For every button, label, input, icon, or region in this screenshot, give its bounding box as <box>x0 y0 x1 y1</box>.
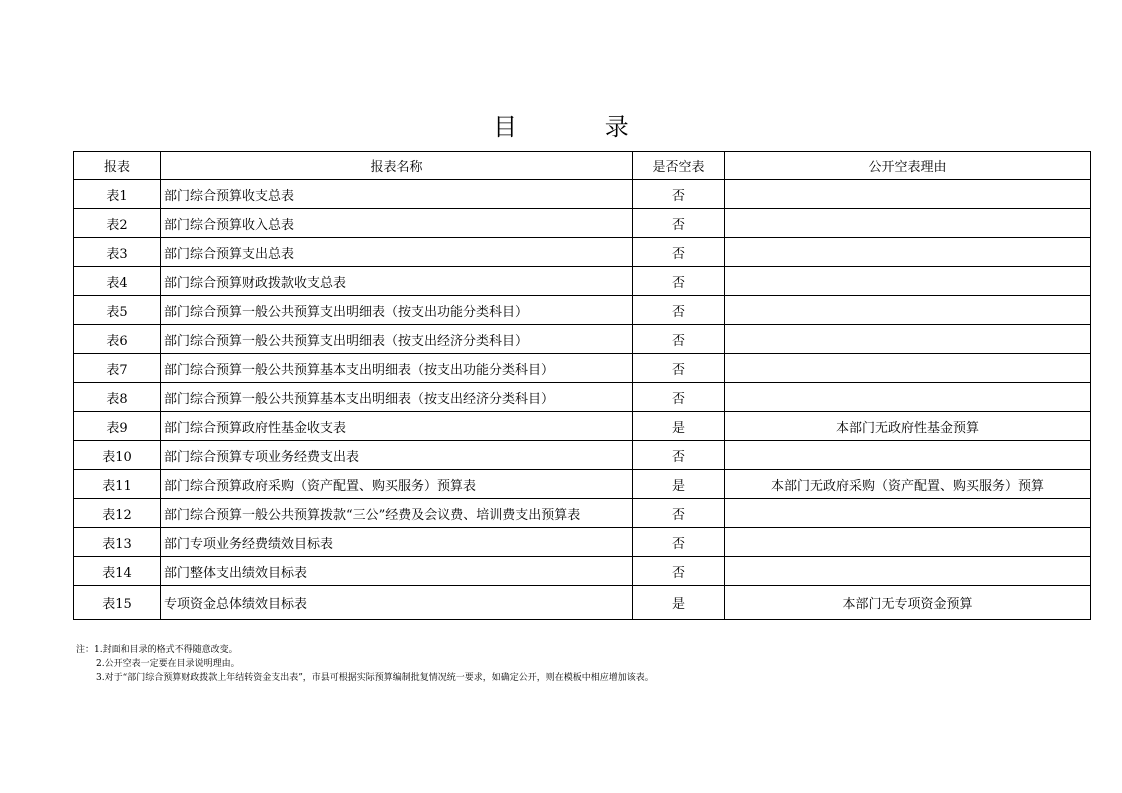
is-empty: 否 <box>633 499 725 528</box>
table-row <box>74 354 1091 383</box>
is-empty: 否 <box>633 325 725 354</box>
table-row <box>74 238 1091 267</box>
empty-reason <box>725 180 1091 209</box>
report-name: 部门综合预算专项业务经费支出表 <box>161 441 633 470</box>
header-empty-reason: 公开空表理由 <box>725 152 1091 180</box>
is-empty: 否 <box>633 557 725 586</box>
report-id: 表13 <box>74 528 161 557</box>
report-id: 表1 <box>74 180 161 209</box>
table-row <box>74 412 1091 441</box>
report-id: 表12 <box>74 499 161 528</box>
is-empty: 否 <box>633 441 725 470</box>
table-row <box>74 586 1091 620</box>
report-id: 表15 <box>74 586 161 620</box>
empty-reason <box>725 209 1091 238</box>
table-header-row <box>74 152 1091 180</box>
table-row <box>74 499 1091 528</box>
empty-reason <box>725 354 1091 383</box>
report-id: 表5 <box>74 296 161 325</box>
empty-reason <box>725 441 1091 470</box>
footnote-2: 2.公开空表一定要在目录说明理由。 <box>96 659 240 669</box>
report-id: 表8 <box>74 383 161 412</box>
report-name: 部门专项业务经费绩效目标表 <box>161 528 633 557</box>
report-name: 部门综合预算收支总表 <box>161 180 633 209</box>
table-row <box>74 325 1091 354</box>
report-name: 部门综合预算收入总表 <box>161 209 633 238</box>
report-name: 部门综合预算一般公共预算基本支出明细表（按支出功能分类科目） <box>161 354 633 383</box>
report-name: 部门综合预算一般公共预算支出明细表（按支出经济分类科目） <box>161 325 633 354</box>
footnote-1: 注：1.封面和目录的格式不得随意改变。 <box>76 645 238 655</box>
catalog-table <box>73 151 1091 620</box>
report-name: 部门综合预算一般公共预算基本支出明细表（按支出经济分类科目） <box>161 383 633 412</box>
report-name: 部门综合预算一般公共预算支出明细表（按支出功能分类科目） <box>161 296 633 325</box>
is-empty: 否 <box>633 180 725 209</box>
header-report-name: 报表名称 <box>161 152 633 180</box>
header-report-id: 报表 <box>74 152 161 180</box>
empty-reason <box>725 557 1091 586</box>
table-row <box>74 267 1091 296</box>
table-row <box>74 470 1091 499</box>
footnotes <box>76 643 654 685</box>
report-name: 部门综合预算财政拨款收支总表 <box>161 267 633 296</box>
is-empty: 是 <box>633 470 725 499</box>
page-title: 目 录 <box>493 113 669 141</box>
footnote-3: 3.对于“部门综合预算财政拨款上年结转资金支出表”，市县可根据实际预算编制批复情况统一要求，如确定公开，则在模板中相应增加该表。 <box>96 673 654 683</box>
table-row <box>74 528 1091 557</box>
is-empty: 否 <box>633 267 725 296</box>
report-name: 部门整体支出绩效目标表 <box>161 557 633 586</box>
empty-reason <box>725 325 1091 354</box>
table-row <box>74 441 1091 470</box>
empty-reason <box>725 238 1091 267</box>
report-id: 表11 <box>74 470 161 499</box>
empty-reason: 本部门无专项资金预算 <box>725 586 1091 620</box>
report-id: 表6 <box>74 325 161 354</box>
empty-reason <box>725 383 1091 412</box>
is-empty: 否 <box>633 209 725 238</box>
table-row <box>74 209 1091 238</box>
report-name: 部门综合预算一般公共预算拨款“三公”经费及会议费、培训费支出预算表 <box>161 499 633 528</box>
report-name: 专项资金总体绩效目标表 <box>161 586 633 620</box>
empty-reason: 本部门无政府采购（资产配置、购买服务）预算 <box>725 470 1091 499</box>
report-id: 表2 <box>74 209 161 238</box>
empty-reason <box>725 528 1091 557</box>
report-id: 表4 <box>74 267 161 296</box>
report-name: 部门综合预算政府性基金收支表 <box>161 412 633 441</box>
empty-reason <box>725 267 1091 296</box>
report-id: 表14 <box>74 557 161 586</box>
empty-reason <box>725 296 1091 325</box>
table-row <box>74 383 1091 412</box>
is-empty: 否 <box>633 528 725 557</box>
is-empty: 否 <box>633 354 725 383</box>
is-empty: 否 <box>633 238 725 267</box>
table-row <box>74 180 1091 209</box>
table-row <box>74 557 1091 586</box>
report-id: 表7 <box>74 354 161 383</box>
is-empty: 是 <box>633 412 725 441</box>
empty-reason: 本部门无政府性基金预算 <box>725 412 1091 441</box>
is-empty: 是 <box>633 586 725 620</box>
is-empty: 否 <box>633 383 725 412</box>
table-row <box>74 296 1091 325</box>
report-id: 表9 <box>74 412 161 441</box>
report-id: 表10 <box>74 441 161 470</box>
report-name: 部门综合预算支出总表 <box>161 238 633 267</box>
report-name: 部门综合预算政府采购（资产配置、购买服务）预算表 <box>161 470 633 499</box>
header-is-empty: 是否空表 <box>633 152 725 180</box>
is-empty: 否 <box>633 296 725 325</box>
report-id: 表3 <box>74 238 161 267</box>
empty-reason <box>725 499 1091 528</box>
